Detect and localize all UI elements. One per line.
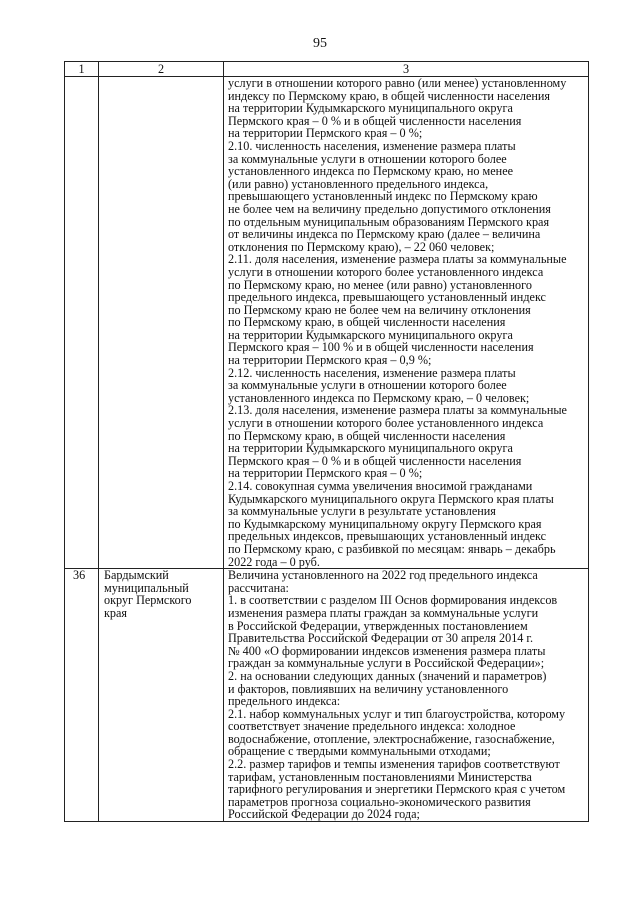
description-line: 2. на основании следующих данных (значений и параметров) <box>228 668 547 683</box>
description-line: индексу по Пермскому краю, в общей численности населения <box>228 88 551 103</box>
description-line: Величина установленного на 2022 год предельного индекса <box>228 568 538 583</box>
description-line: (или равно) установленного предельного индекса, <box>228 176 489 191</box>
row-number-cell <box>65 77 99 569</box>
description-line: на территории Кудымкарского муниципального округа <box>228 327 513 342</box>
description-line: превышающего установленный индекс по Пермскому краю <box>228 189 538 204</box>
description-line: 2.14. совокупная сумма увеличения вносимой гражданами <box>228 479 533 493</box>
description-line: предельных индексов, превышающих установленный индекс <box>228 529 547 544</box>
description-cell <box>224 77 589 569</box>
description-line: по Пермскому краю, в общей численности населения <box>228 315 506 330</box>
description-line: установленного индекса по Пермскому краю, но менее <box>228 164 514 179</box>
description-line: на территории Кудымкарского муниципального округа <box>228 101 513 116</box>
description-line: параметров прогноза социально-экономического развития <box>228 794 531 809</box>
table-body <box>65 77 589 822</box>
description-line: и факторов, повлиявших на величину установленного <box>228 681 509 696</box>
description-line: по Пермскому краю, с разбивкой по месяцам: январь – декабрь <box>228 541 556 556</box>
region-name-line: края <box>104 605 128 620</box>
description-line: предельного индекса: <box>228 694 341 709</box>
region-name-line: муниципальный <box>104 580 189 595</box>
description-line: за коммунальные услуги в отношении которого более <box>228 378 507 393</box>
description-line: 2.10. численность населения, изменение размера платы <box>228 138 516 153</box>
description-line: не более чем на величину предельно допустимого отклонения <box>228 201 551 216</box>
description-line: 2.13. доля населения, изменение размера платы за коммунальные <box>228 403 567 418</box>
description-line: 2.11. доля населения, изменение размера платы за коммунальные <box>228 252 567 267</box>
region-name-cell <box>99 77 224 569</box>
description-line: Правительства Российской Федерации от 30 апреля 2014 г. <box>228 631 534 646</box>
description-line: Кудымкарского муниципального округа Пермского края платы <box>228 491 554 506</box>
table-header-row <box>65 62 589 77</box>
column-header-1: 1 <box>65 62 99 77</box>
description-line: 2.12. численность населения, изменение размера платы <box>228 365 516 380</box>
description-line: Российской Федерации до 2024 года; <box>228 807 420 822</box>
description-line: Пермского края – 0 % и в общей численности населения <box>228 113 522 128</box>
column-header-2: 2 <box>99 62 224 77</box>
description-line: на территории Кудымкарского муниципального округа <box>228 441 513 456</box>
description-line: граждан за коммунальные услуги в Российской Федерации»; <box>228 656 545 671</box>
description-line: за коммунальные услуги в результате установления <box>228 504 496 519</box>
page-number: 95 <box>313 36 327 51</box>
region-name-line: Бардымский <box>104 568 169 583</box>
description-line: изменения размера платы граждан за коммунальные услуги <box>228 605 539 620</box>
region-name-line: округ Пермского <box>104 593 192 608</box>
description-line: отклонения по Пермскому краю), – 22 060 человек; <box>228 239 495 254</box>
column-header-3: 3 <box>224 62 589 77</box>
description-line: 2.2. размер тарифов и темпы изменения тарифов соответствуют <box>228 757 560 772</box>
description-line: 2.1. набор коммунальных услуг и тип благоустройства, которому <box>228 706 566 721</box>
description-line: услуги в отношении которого равно (или менее) установленному <box>228 76 567 90</box>
description-line: по отдельным муниципальным образованиям Пермского края <box>228 214 550 229</box>
description-line: соответствует значение предельного индекса: холодное <box>228 719 516 734</box>
description-line: Пермского края – 0 % и в общей численности населения <box>228 453 522 468</box>
description-line: обращение с твердыми коммунальными отходами; <box>228 744 491 759</box>
description-line: тарифного регулирования и энергетики Пермского края с учетом <box>228 782 566 797</box>
document-table <box>64 61 589 822</box>
description-line: предельного индекса, превышающего установленный индекс <box>228 290 546 305</box>
description-line: на территории Пермского края – 0 %; <box>228 466 423 481</box>
description-line: услуги в отношении которого более установленного индекса <box>228 416 544 431</box>
table-row <box>65 77 589 569</box>
description-cell <box>224 569 589 822</box>
description-line: № 400 «О формировании индексов изменения размера платы <box>228 643 546 658</box>
row-number-cell: 36 <box>65 569 99 822</box>
description-line: за коммунальные услуги в отношении которого более <box>228 151 507 166</box>
description-line: по Пермскому краю, в общей численности населения <box>228 428 506 443</box>
description-line: рассчитана: <box>228 580 289 595</box>
description-line: по Пермскому краю не более чем на величину отклонения <box>228 302 531 317</box>
table-row <box>65 569 589 822</box>
description-line: Пермского края – 100 % и в общей численности населения <box>228 340 534 355</box>
description-line: на территории Пермского края – 0,9 %; <box>228 353 432 368</box>
description-line: установленного индекса по Пермскому краю, – 0 человек; <box>228 390 530 405</box>
description-line: водоснабжение, отопление, электроснабжение, газоснабжение, <box>228 731 555 746</box>
description-line: на территории Пермского края – 0 %; <box>228 126 423 141</box>
description-line: услуги в отношении которого более установленного индекса <box>228 264 544 279</box>
description-line: в Российской Федерации, утвержденных постановлением <box>228 618 528 633</box>
region-name-cell <box>99 569 224 822</box>
description-line: по Кудымкарскому муниципальному округу Пермского края <box>228 516 542 531</box>
description-line: 2022 года – 0 руб. <box>228 554 320 569</box>
description-line: по Пермскому краю, но менее (или равно) установленного <box>228 277 532 292</box>
description-line: 1. в соответствии с разделом III Основ формирования индексов <box>228 593 558 608</box>
description-line: от величины индекса по Пермскому краю (далее – величина <box>228 227 541 242</box>
description-line: тарифам, установленным постановлениями Министерства <box>228 769 532 784</box>
